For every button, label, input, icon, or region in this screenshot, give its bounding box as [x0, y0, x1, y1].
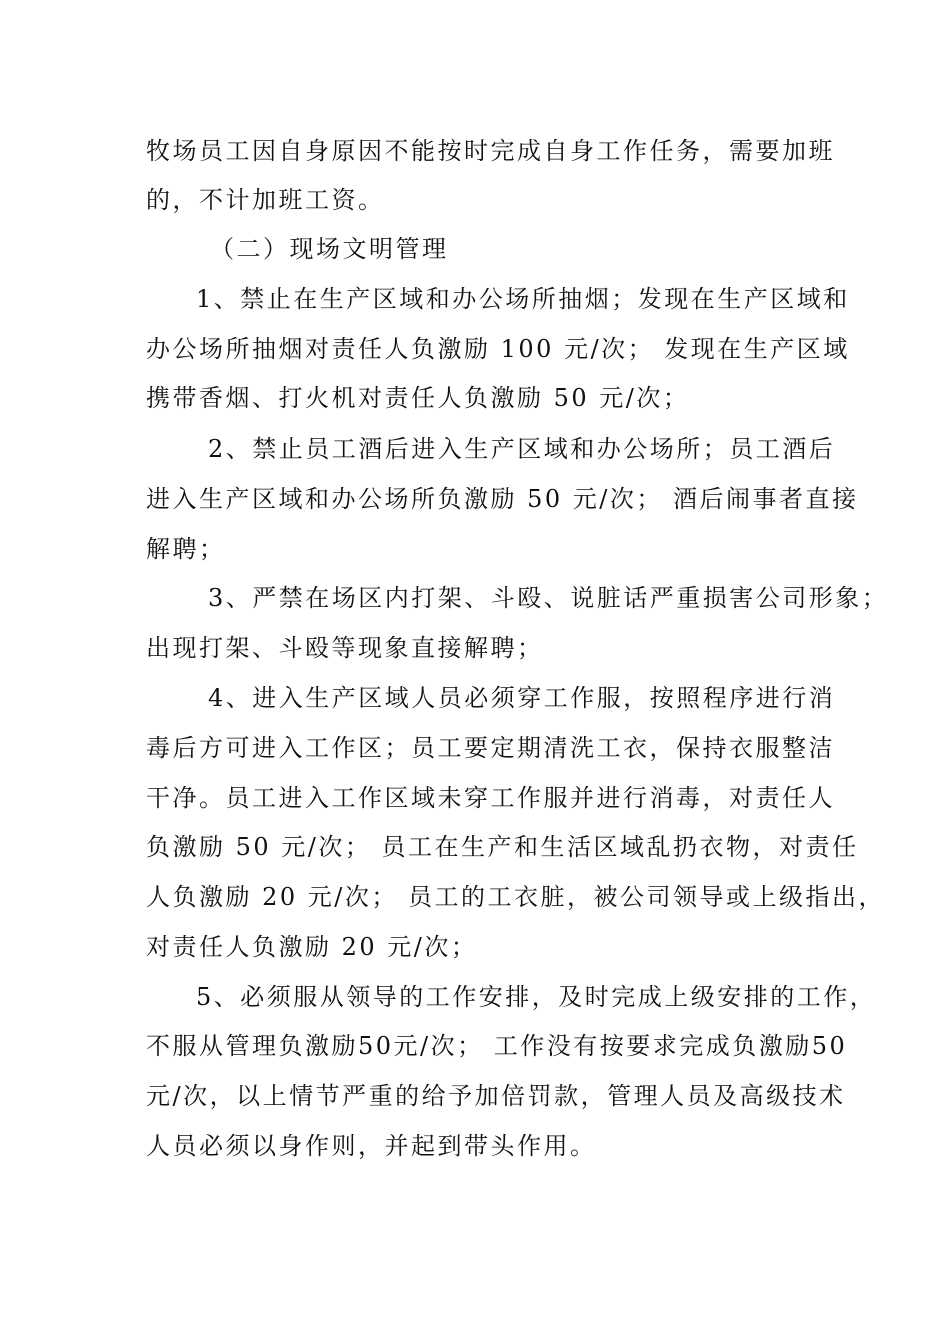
text-line: 负激励 50 元/次； 员工在生产和生活区域乱扔衣物，对责任 — [146, 833, 859, 861]
text-line: 进入生产区域和办公场所负激励 50 元/次； 酒后闹事者直接 — [146, 485, 859, 513]
text-line: 5、必须服从领导的工作安排，及时完成上级安排的工作， — [196, 983, 877, 1011]
text-line: 对责任人负激励 20 元/次； — [146, 933, 478, 961]
section-heading: （二）现场文明管理 — [210, 235, 449, 263]
text-line: 1、禁止在生产区域和办公场所抽烟；发现在生产区域和 — [196, 285, 850, 313]
text-line: 人负激励 20 元/次； 员工的工衣脏，被公司领导或上级指出， — [146, 883, 886, 911]
text-line: 人员必须以身作则，并起到带头作用。 — [146, 1132, 597, 1160]
text-line: 3、严禁在场区内打架、斗殴、说脏话严重损害公司形象； — [208, 584, 889, 612]
text-line: 牧场员工因自身原因不能按时完成自身工作任务，需要加班 — [146, 137, 835, 165]
text-line: 办公场所抽烟对责任人负激励 100 元/次； 发现在生产区域 — [146, 335, 850, 363]
text-line: 元/次，以上情节严重的给予加倍罚款，管理人员及高级技术 — [146, 1082, 846, 1110]
text-line: 解聘； — [146, 535, 226, 563]
text-line: 4、进入生产区域人员必须穿工作服，按照程序进行消 — [208, 684, 836, 712]
text-line: 的，不计加班工资。 — [146, 186, 385, 214]
text-line: 毒后方可进入工作区；员工要定期清洗工衣，保持衣服整洁 — [146, 734, 835, 762]
text-line: 2、禁止员工酒后进入生产区域和办公场所；员工酒后 — [208, 435, 836, 463]
text-line: 携带香烟、打火机对责任人负激励 50 元/次； — [146, 384, 690, 412]
text-line: 出现打架、斗殴等现象直接解聘； — [146, 634, 544, 662]
text-line: 不服从管理负激励50元/次； 工作没有按要求完成负激励50 — [146, 1032, 848, 1060]
text-line: 干净。员工进入工作区域未穿工作服并进行消毒，对责任人 — [146, 784, 835, 812]
